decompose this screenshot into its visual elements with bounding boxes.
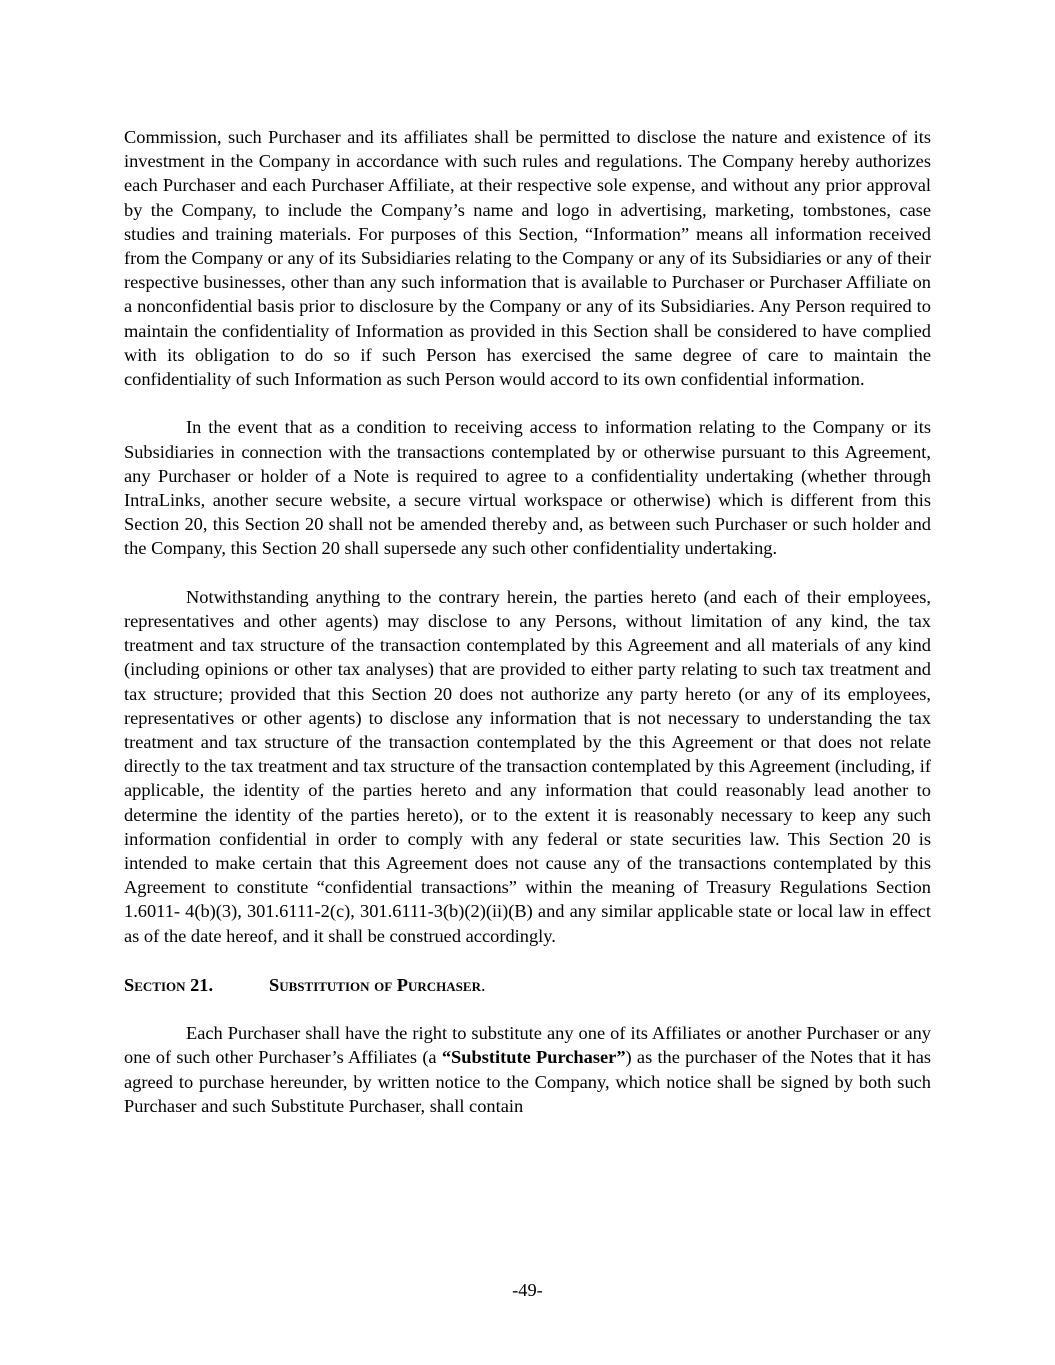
section-21-title: Substitution of Purchaser — [269, 974, 481, 995]
paragraph-tax-disclosure: Notwithstanding anything to the contrary herein, the parties hereto (and each of their employees, representatives and other agents) may disclose to any Persons, without limitation of any kind, the tax treatment and tax structure of the transaction contemplated by this Agreement and all materials of any kind (including opinions or other tax analyses) that are provided to either party relating to such tax treatment and tax structure; provided that this Section 20 does not authorize any party hereto (or any of its employees, representatives or other agents) to disclose any information that is not necessary to understanding the tax treatment and tax structure of the transaction contemplated by the this Agreement or that does not relate directly to the tax treatment and tax structure of the transaction contemplated by this Agreement (including, if applicable, the identity of the parties hereto and any information that could reasonably lead another to determine the identity of the parties hereto), or to the extent it is reasonably necessary to keep any such information confidential in order to comply with any federal or state securities law. This Section 20 is intended to make certain that this Agreement does not cause any of the transactions contemplated by this Agreement to constitute “confidential transactions” within the meaning of Treasury Regulations Section 1.6011- 4(b)(3), 301.6111-2(c), 301.6111-3(b)(2)(ii)(B) and any similar applicable state or local law in effect as of the date hereof, and it shall be construed accordingly. — [124, 586, 931, 946]
section-21-heading — [124, 973, 931, 997]
substitution-text-before: Each Purchaser shall have the right to substitute any one of its Affiliates or another Purchaser or any one of such other Purchaser’s Affiliates (a — [124, 1023, 931, 1068]
defined-term-substitute-purchaser: “Substitute Purchaser” — [441, 1047, 626, 1068]
paragraph-confidentiality-undertaking: In the event that as a condition to receiving access to information relating to the Company or its Subsidiaries in connection with the transactions contemplated by or otherwise pursuant to this Agreement, any Purchaser or holder of a Note is required to agree to a confidentiality undertaking (whether through IntraLinks, another secure website, a secure virtual workspace or otherwise) which is different from this Section 20, this Section 20 shall not be amended thereby and, as between such Purchaser or such holder and the Company, this Section 20 shall supersede any such other confidentiality undertaking. — [124, 417, 931, 559]
paragraph-substitution — [124, 1021, 931, 1118]
substitution-text-after: ) as the purchaser of the Notes that it has agreed to purchase hereunder, by written notice to the Company, which notice shall be signed by both such Purchaser and such Substitute Purchaser, shall contain — [124, 1047, 932, 1116]
page-number: -49- — [512, 1280, 543, 1300]
paragraph-confidentiality-continued: Commission, such Purchaser and its affiliates shall be permitted to disclose the nature and existence of its investment in the Company in accordance with such rules and regulations. The Company hereby authorizes each Purchaser and each Purchaser Affiliate, at their respective sole expense, and without any prior approval by the Company, to include the Company’s name and logo in advertising, marketing, tombstones, case studies and training materials. For purposes of this Section, “Information” means all information received from the Company or any of its Subsidiaries relating to the Company or any of its Subsidiaries or any of their respective businesses, other than any such information that is available to Purchaser or Purchaser Affiliate on a nonconfidential basis prior to disclosure by the Company or any of its Subsidiaries. Any Person required to maintain the confidentiality of Information as provided in this Section shall be considered to have complied with its obligation to do so if such Person has exercised the same degree of care to maintain the confidentiality of such Information as such Person would accord to its own confidential information. — [124, 127, 931, 390]
section-21-number: Section 21. — [124, 974, 214, 995]
section-21-title-period: . — [480, 974, 486, 995]
document-body — [124, 125, 931, 1118]
